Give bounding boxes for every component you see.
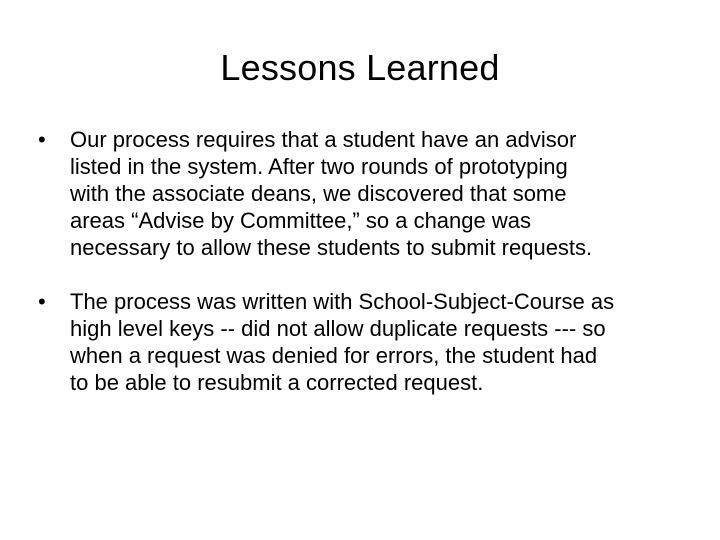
bullet-text-line: necessary to allow these students to submit requests. [70, 235, 593, 260]
bullet-text-line: high level keys -- did not allow duplicate requests --- so [70, 316, 606, 341]
bullet-icon: • [38, 127, 46, 152]
slide-title: Lessons Learned [220, 47, 500, 88]
bullet-text-line: listed in the system. After two rounds of prototyping [70, 154, 568, 179]
bullet-text-line: areas “Advise by Committee,” so a change was [70, 208, 531, 233]
bullet-text-line: when a request was denied for errors, the student had [70, 343, 598, 368]
bullet-item [36, 126, 696, 261]
bullet-item [36, 288, 696, 396]
bullet-icon: • [38, 289, 46, 314]
bullet-text-line: Our process requires that a student have an advisor [70, 127, 577, 152]
bullet-text-line: to be able to resubmit a corrected request. [70, 370, 484, 395]
bullet-list [36, 126, 696, 423]
bullet-text-line: The process was written with School-Subject-Course as [70, 289, 615, 314]
bullet-text-line: with the associate deans, we discovered that some [70, 181, 567, 206]
